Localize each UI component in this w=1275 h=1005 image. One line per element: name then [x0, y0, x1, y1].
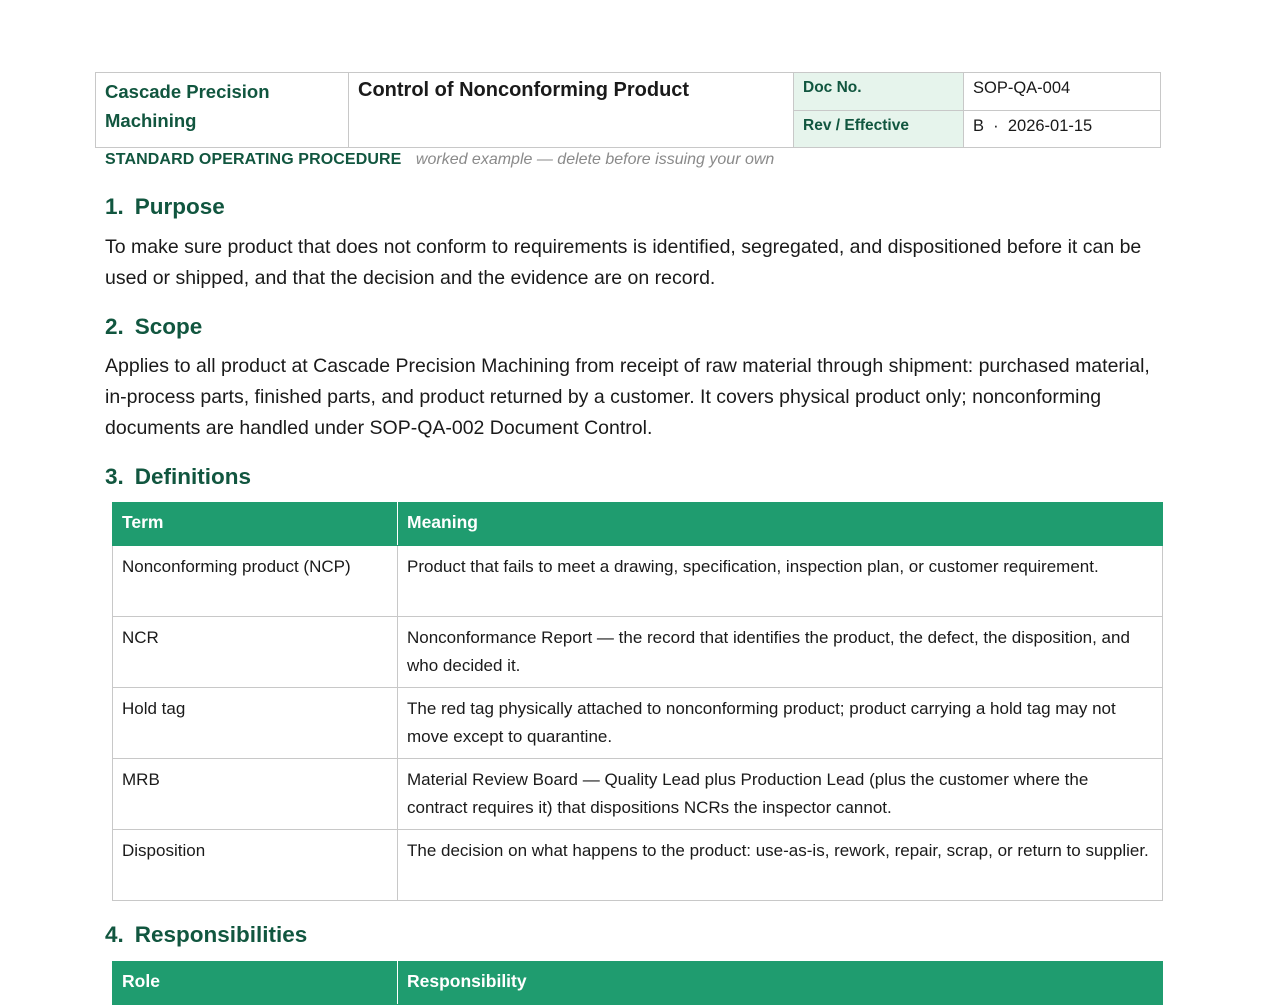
term-cell: MRB: [113, 759, 398, 830]
table-row: [113, 617, 1163, 688]
section-heading-responsibilities: [105, 921, 307, 949]
section-number: 4.: [105, 922, 124, 947]
section-title: Responsibilities: [134, 922, 308, 947]
section-heading-definitions: [105, 463, 251, 491]
section-number: 1.: [105, 194, 124, 219]
purpose-text: To make sure product that does not conform to requirements is identified, segregated, and dispositioned before it can be used or shipped, and that the decision and the evidence are on record.: [105, 236, 1142, 289]
table-row: [113, 546, 1163, 617]
meaning-cell: Nonconformance Report — the record that identifies the product, the defect, the disposition, and who decided it.: [398, 617, 1163, 688]
section-number: 2.: [105, 314, 124, 339]
subheader: [105, 150, 774, 170]
section-title: Scope: [134, 314, 203, 339]
definitions-table: [112, 502, 1163, 901]
column-header-meaning: Meaning: [398, 503, 1163, 546]
section-number: 3.: [105, 464, 124, 489]
scope-text: Applies to all product at Cascade Precision Machining from receipt of raw material through shipment: purchased material, in-process parts, finished parts, and product returned by a customer. It covers physical product only; nonconforming documents are handled under SOP-QA-002 Document Control.: [105, 355, 1150, 439]
section-heading-purpose: [105, 193, 225, 221]
example-note: worked example — delete before issuing your own: [415, 151, 775, 168]
table-row: [113, 830, 1163, 901]
company-name: Cascade Precision Machining: [96, 73, 349, 148]
meaning-cell: Product that fails to meet a drawing, specification, inspection plan, or customer requirement.: [398, 546, 1163, 617]
document-title: Control of Nonconforming Product: [349, 73, 794, 148]
term-cell: Hold tag: [113, 688, 398, 759]
doc-no-label: Doc No.: [794, 73, 964, 111]
column-header-responsibility: Responsibility: [398, 962, 1163, 1005]
term-cell: NCR: [113, 617, 398, 688]
rev-value: B · 2026-01-15: [964, 110, 1161, 148]
table-row: [113, 759, 1163, 830]
rev-label: Rev / Effective: [794, 110, 964, 148]
document-header: [95, 72, 1161, 148]
table-header-row: [113, 962, 1163, 1005]
term-cell: Disposition: [113, 830, 398, 901]
doc-no-value: SOP-QA-004: [964, 73, 1161, 111]
responsibilities-table: [112, 961, 1163, 1005]
meaning-cell: Material Review Board — Quality Lead plus Production Lead (plus the customer where the contract requires it) that dispositions NCRs the inspector cannot.: [398, 759, 1163, 830]
section-title: Definitions: [134, 464, 252, 489]
term-cell: Nonconforming product (NCP): [113, 546, 398, 617]
document-kind: STANDARD OPERATING PROCEDURE: [105, 151, 402, 168]
meaning-cell: The decision on what happens to the product: use-as-is, rework, repair, scrap, or return to supplier.: [398, 830, 1163, 901]
section-title: Purpose: [134, 194, 225, 219]
column-header-role: Role: [113, 962, 398, 1005]
meaning-cell: The red tag physically attached to nonconforming product; product carrying a hold tag may not move except to quarantine.: [398, 688, 1163, 759]
column-header-term: Term: [113, 503, 398, 546]
table-header-row: [113, 503, 1163, 546]
table-row: [113, 688, 1163, 759]
section-heading-scope: [105, 313, 202, 341]
